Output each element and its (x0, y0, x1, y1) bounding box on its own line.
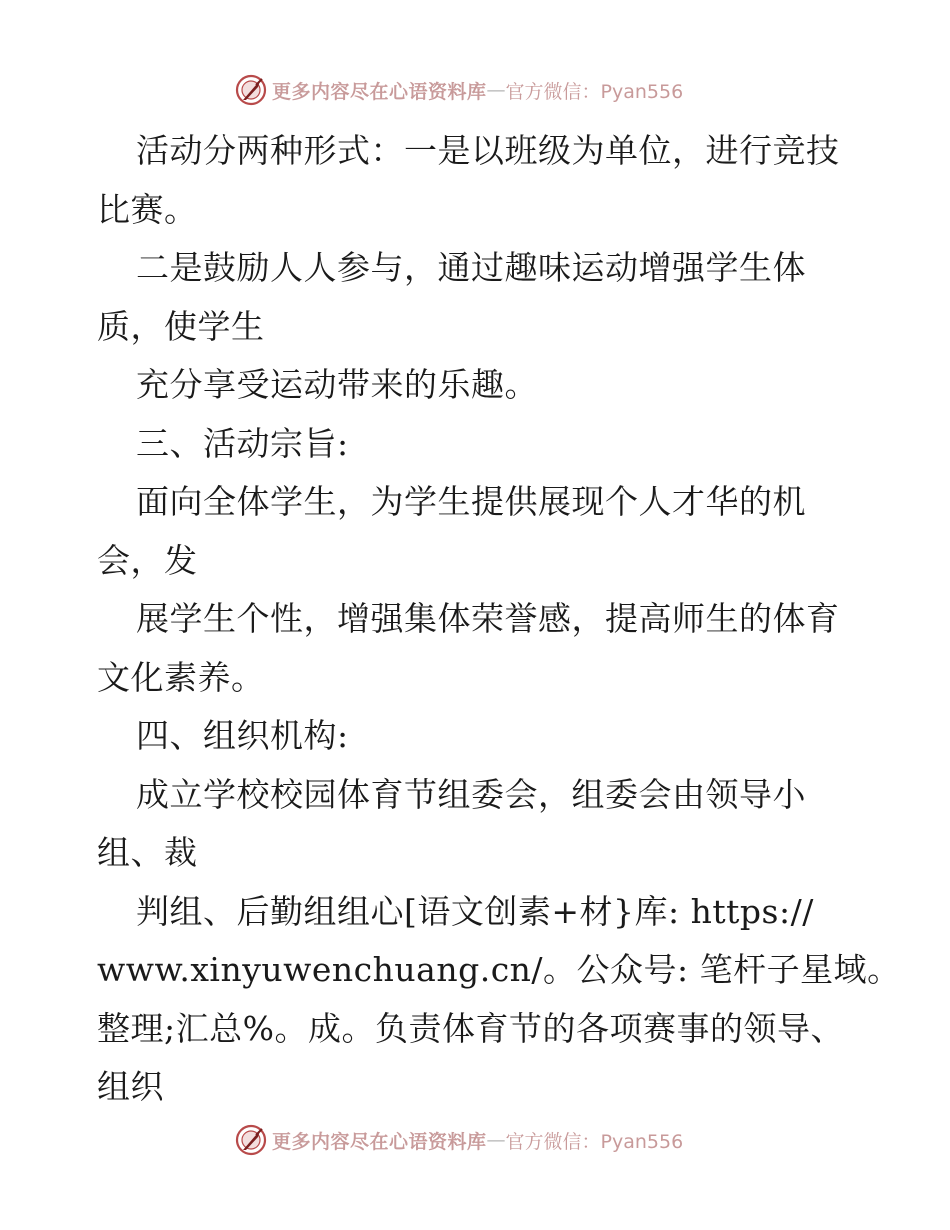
section-heading: 四、组织机构: (136, 716, 349, 755)
banner-title: 更多内容尽在心语资料库 (272, 1130, 487, 1153)
paragraph-line: 比赛。 (97, 189, 198, 229)
paragraph-line: 成立学校校园体育节组委会，组委会由领导小 (136, 774, 806, 814)
pen-nib-logo-icon (234, 73, 268, 107)
paragraph-line: 充分享受运动带来的乐趣。 (136, 365, 538, 404)
paragraph-line: www.xinyuwenchuang.cn/。公众号: 笔杆子星域。 (97, 950, 901, 989)
banner-separator: — (486, 79, 506, 101)
banner-title: 更多内容尽在心语资料库 (272, 80, 487, 103)
paragraph-line: 判组、后勤组组心[语文创素+材}库: https:// (136, 891, 814, 931)
paragraph-line: 组、裁 (97, 833, 198, 872)
banner-wechat: 官方微信：Pyan556 (505, 1130, 684, 1153)
banner-separator: — (486, 1129, 506, 1151)
header-banner (234, 72, 683, 108)
paragraph-line: 展学生个性，增强集体荣誉感，提高师生的体育 (136, 599, 840, 638)
section-heading: 三、活动宗旨: (136, 423, 349, 463)
banner-wechat: 官方微信：Pyan556 (505, 80, 684, 103)
paragraph-line: 会，发 (97, 540, 198, 580)
paragraph-line: 二是鼓励人人参与，通过趣味运动增强学生体 (136, 248, 806, 287)
pen-nib-logo-icon (234, 1123, 268, 1157)
paragraph-line: 活动分两种形式：一是以班级为单位，进行竞技 (136, 131, 840, 170)
paragraph-line: 整理;汇总%。成。负责体育节的各项赛事的领导、 (97, 1008, 844, 1048)
paragraph-line: 组织 (97, 1067, 164, 1106)
paragraph-line: 面向全体学生，为学生提供展现个人才华的机 (136, 482, 806, 521)
paragraph-line: 文化素养。 (97, 657, 265, 697)
paragraph-line: 质，使学生 (97, 306, 265, 346)
footer-banner (234, 1122, 683, 1158)
document-body (97, 122, 901, 1117)
